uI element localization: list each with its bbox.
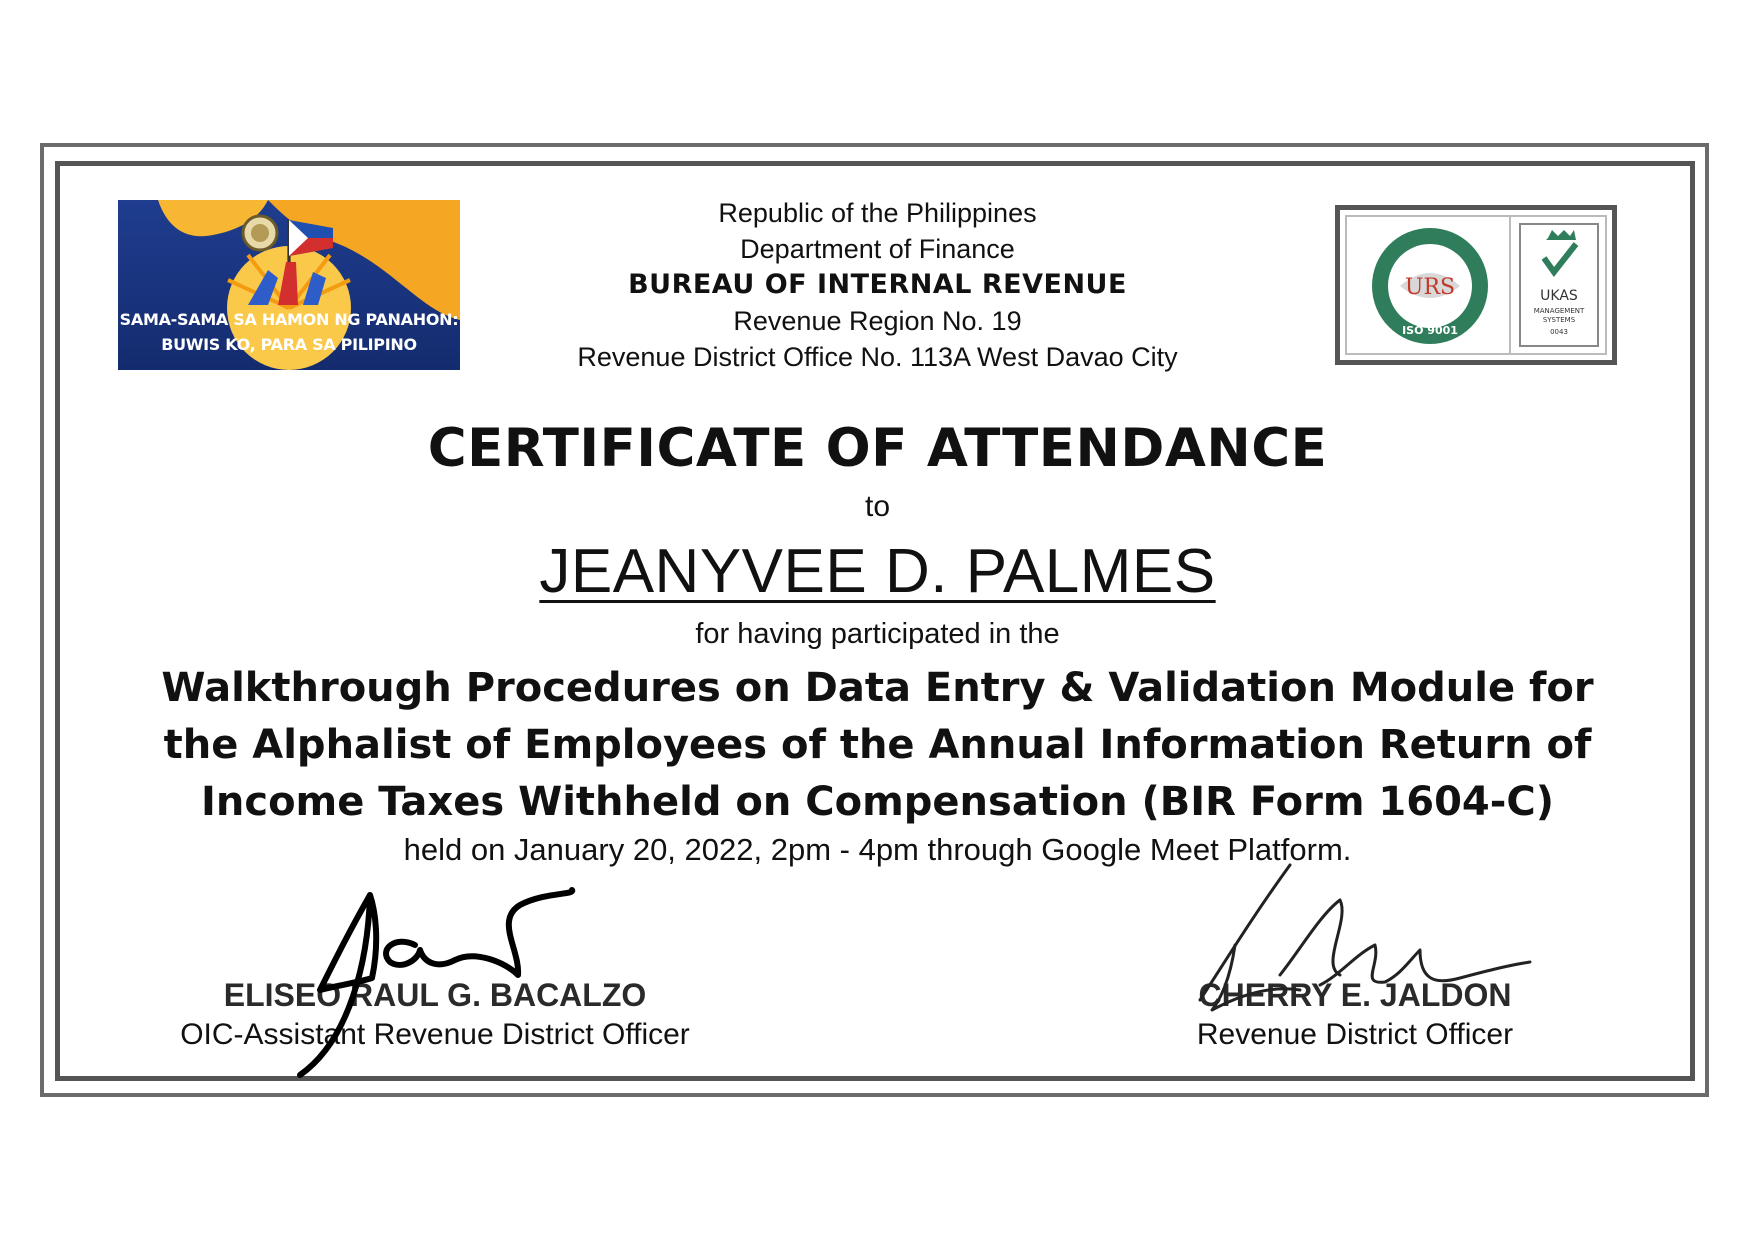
campaign-logo: [118, 200, 460, 370]
header-republic: Republic of the Philippines: [718, 198, 1037, 228]
header-district: Revenue District Office No. 113A West Davao City: [577, 342, 1178, 372]
slogan-line-2: BUWIS KO, PARA SA PILIPINO: [161, 335, 417, 354]
iso-certification-logo: [1335, 205, 1617, 365]
event-title: [150, 660, 1605, 831]
campaign-slogan: [118, 307, 460, 357]
header-bureau: BUREAU OF INTERNAL REVENUE: [628, 269, 1127, 300]
participation-text: for having participated in the: [695, 618, 1060, 650]
event-title-line-2: the Alphalist of Employees of the Annual Information Return of: [163, 722, 1592, 768]
agency-header: [450, 195, 1305, 375]
recipient-name: [0, 536, 1755, 607]
signatory-left-name: ELISEO RAUL G. BACALZO: [223, 977, 647, 1013]
signatory-left: [140, 975, 730, 1055]
signatory-right: [1130, 975, 1580, 1055]
to-label: to: [864, 490, 891, 523]
recipient-name-text: JEANYVEE D. PALMES: [539, 537, 1216, 606]
event-details: held on January 20, 2022, 2pm - 4pm through Google Meet Platform.: [403, 832, 1352, 867]
header-department: Department of Finance: [740, 234, 1015, 264]
ukas-number: 0043: [1550, 328, 1568, 336]
header-region: Revenue Region No. 19: [733, 306, 1022, 336]
event-title-line-1: Walkthrough Procedures on Data Entry & Validation Module for: [161, 665, 1594, 711]
signatory-right-name: CHERRY E. JALDON: [1198, 977, 1512, 1013]
iso-text: ISO 9001: [1402, 324, 1458, 337]
iso-certification-art: [1340, 210, 1612, 360]
signatory-right-position: Revenue District Officer: [1196, 1018, 1514, 1051]
ukas-text: UKAS: [1540, 288, 1578, 304]
ukas-sub-2: SYSTEMS: [1542, 316, 1576, 324]
urs-text: URS: [1404, 275, 1456, 300]
ukas-sub-1: MANAGEMENT: [1533, 307, 1585, 315]
event-title-line-3: Income Taxes Withheld on Compensation (BIR Form 1604-C): [201, 779, 1554, 825]
certificate-title: CERTIFICATE OF ATTENDANCE: [427, 418, 1328, 479]
signatory-left-position: OIC-Assistant Revenue District Officer: [180, 1018, 690, 1051]
slogan-line-1: SAMA-SAMA SA HAMON NG PANAHON:: [119, 310, 459, 329]
